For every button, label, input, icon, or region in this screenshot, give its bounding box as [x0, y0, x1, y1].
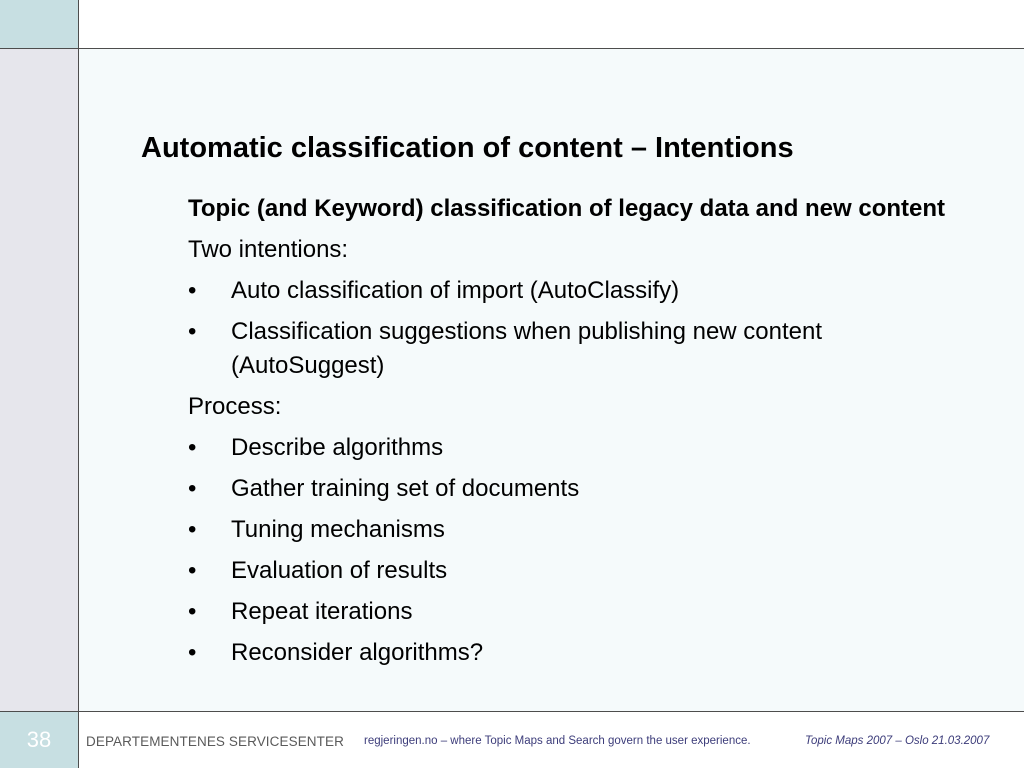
process-item	[188, 554, 948, 588]
process-text: Evaluation of results	[231, 557, 448, 584]
bottom-divider	[0, 711, 1024, 712]
footer-description: regjeringen.no – where Topic Maps and Search govern the user experience.	[364, 735, 751, 747]
process-item	[188, 431, 948, 465]
vertical-divider	[78, 0, 79, 768]
process-heading: Process:	[188, 393, 282, 420]
process-text: Gather training set of documents	[231, 475, 580, 502]
footer-organization: DEPARTEMENTENES SERVICESENTER	[86, 734, 344, 749]
left-side-strip	[0, 48, 78, 712]
process-item	[188, 595, 948, 629]
process-text: Tuning mechanisms	[231, 516, 445, 543]
bullet-icon: •	[188, 598, 197, 625]
intention-item	[188, 274, 948, 308]
bullet-icon: •	[188, 516, 197, 543]
bullet-icon: •	[188, 475, 197, 502]
process-text: Repeat iterations	[231, 598, 413, 625]
intentions-heading: Two intentions:	[188, 236, 349, 263]
intention-item	[188, 315, 948, 383]
bullet-icon: •	[188, 557, 197, 584]
process-text: Reconsider algorithms?	[231, 639, 484, 666]
page-number: 38	[26, 727, 52, 752]
bullet-icon: •	[188, 277, 197, 304]
slide-subtitle: Topic (and Keyword) classification of legacy data and new content	[188, 195, 946, 222]
bullet-icon: •	[188, 318, 197, 345]
bullet-icon: •	[188, 639, 197, 666]
process-text: Describe algorithms	[231, 434, 444, 461]
bullet-icon: •	[188, 434, 197, 461]
header-accent-block	[0, 0, 78, 48]
intention-text: Classification suggestions when publishing new content (AutoSuggest)	[231, 318, 823, 379]
process-item	[188, 513, 948, 547]
intention-text: Auto classification of import (AutoClassify)	[231, 277, 680, 304]
process-item	[188, 472, 948, 506]
top-divider	[0, 48, 1024, 49]
slide-body	[188, 192, 948, 677]
slide-title: Automatic classification of content – Intentions	[141, 132, 794, 164]
footer-event: Topic Maps 2007 – Oslo 21.03.2007	[805, 735, 990, 747]
process-item	[188, 636, 948, 670]
